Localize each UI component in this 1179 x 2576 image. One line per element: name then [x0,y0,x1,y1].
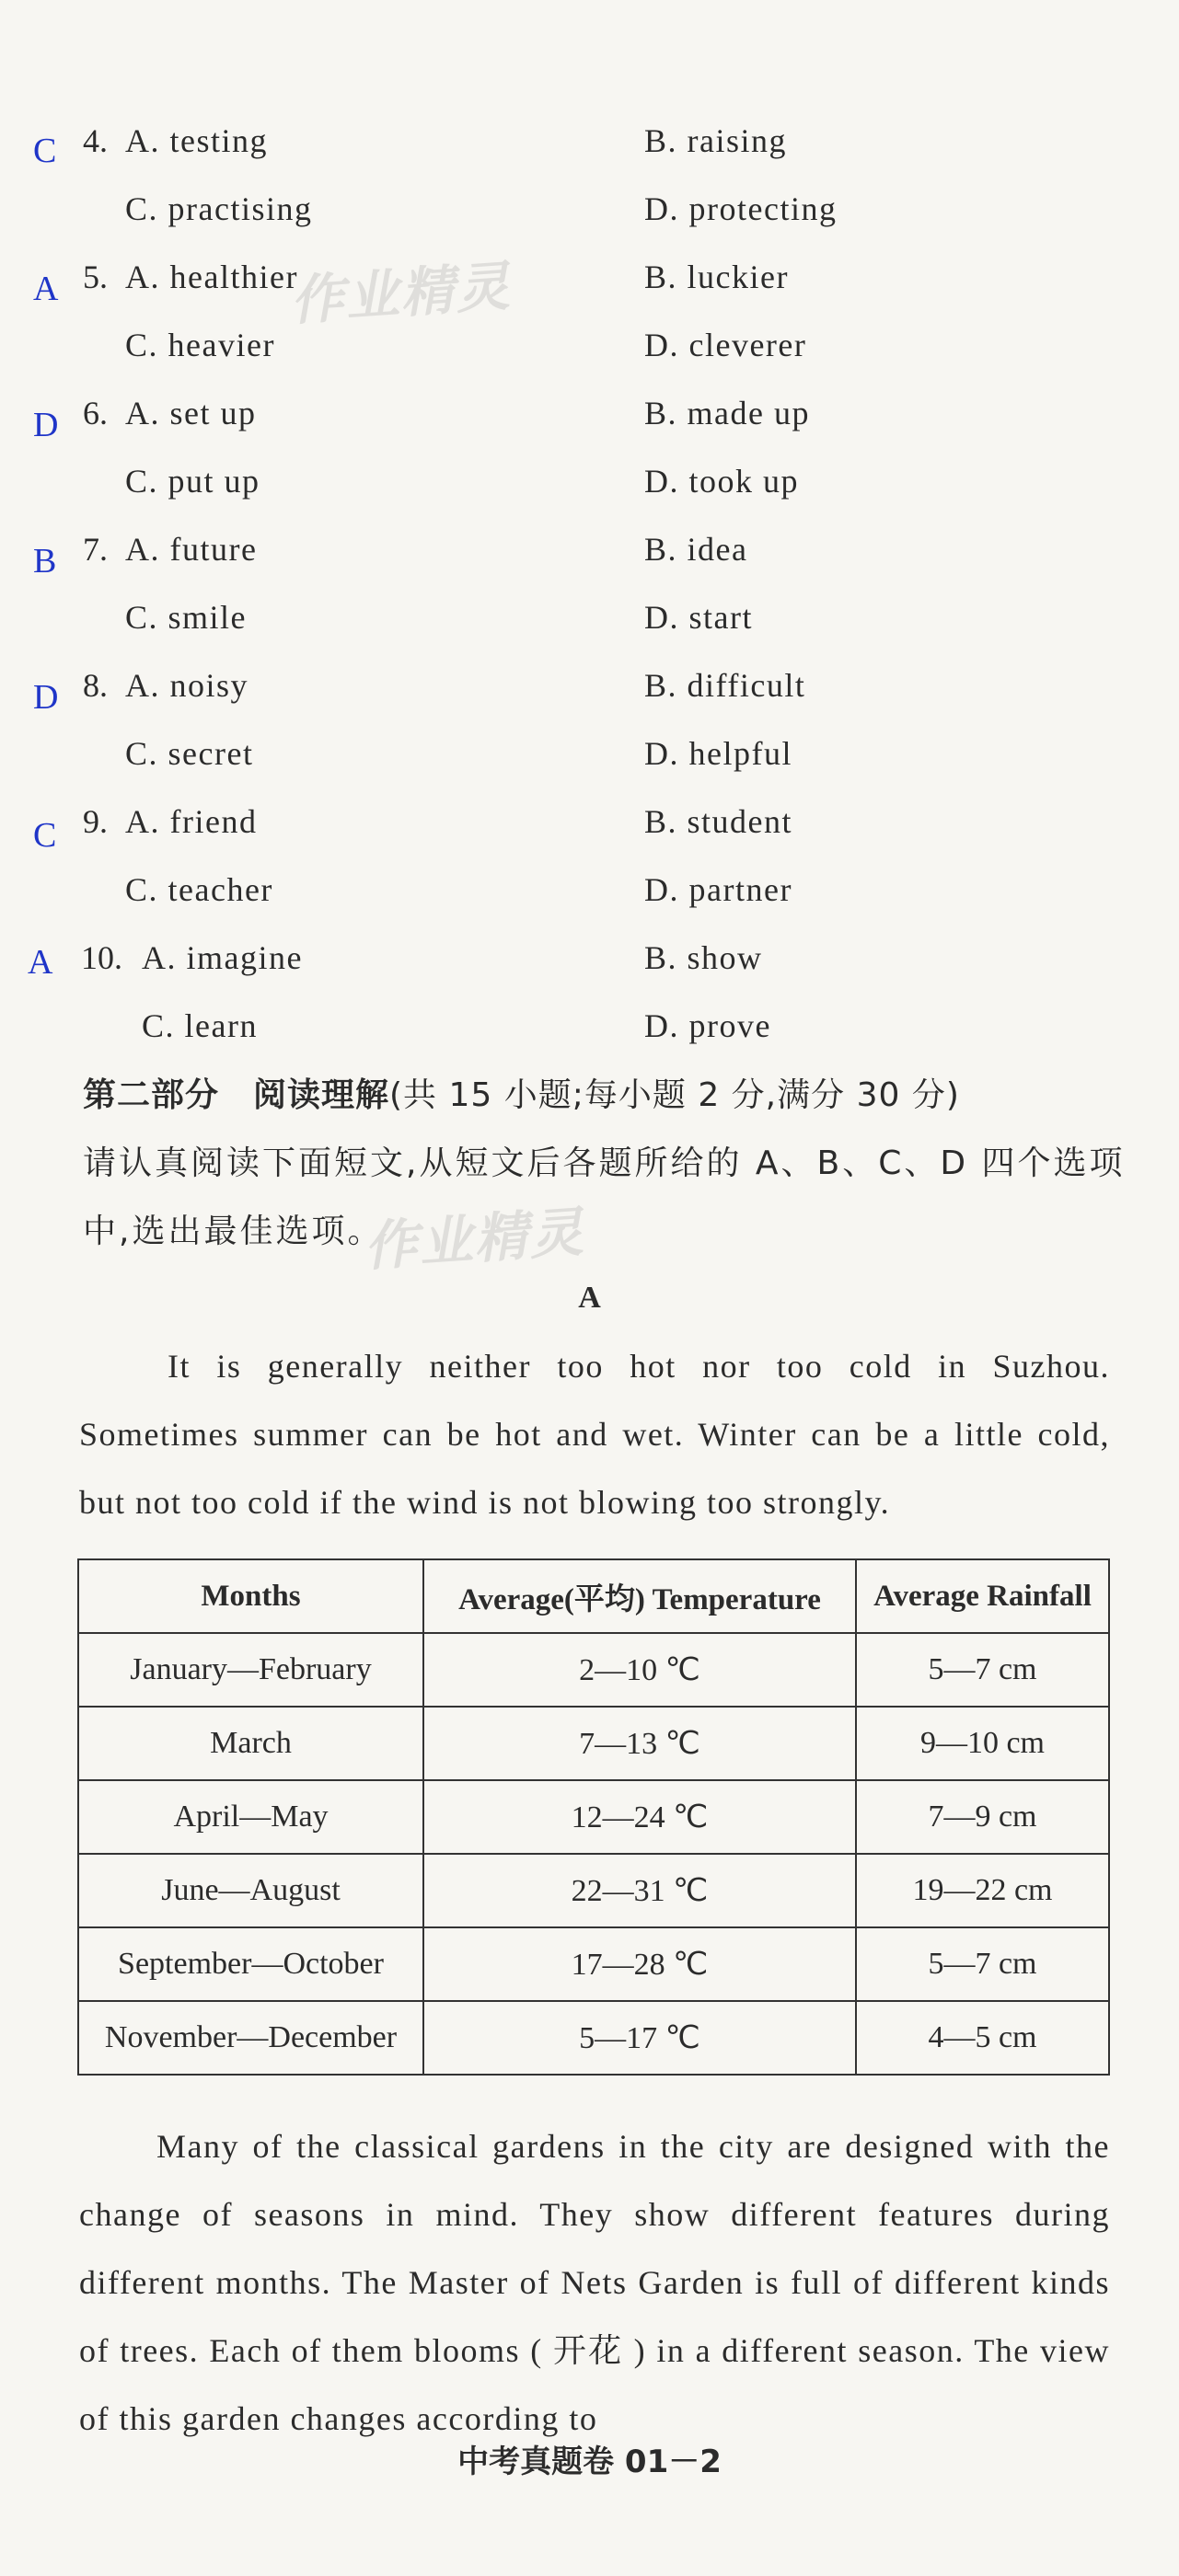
cell-months: June—August [78,1854,423,1927]
cell-rainfall: 9—10 cm [856,1707,1109,1780]
table-row [78,1780,1109,1854]
question-10-cd [0,1003,1179,1071]
option-b: B. made up [644,395,810,431]
instruction-line-2: 中,选出最佳选项。 [83,1213,384,1250]
cell-rainfall: 5—7 cm [856,1927,1109,2001]
option-c: C. put up [125,463,260,500]
table-row [78,1707,1109,1780]
cell-months: April—May [78,1780,423,1854]
option-d: D. protecting [644,190,838,227]
answer-mark: C [33,132,57,170]
cell-temperature: 17—28 ℃ [423,1927,856,2001]
option-d: D. cleverer [644,327,807,363]
cell-months: September—October [78,1927,423,2001]
option-c: C. secret [125,735,254,772]
table-header-row [78,1559,1109,1633]
question-10 [0,935,1179,1003]
option-d: D. prove [644,1007,771,1044]
table-row [78,1633,1109,1707]
option-b: B. raising [644,122,787,159]
section-detail: (共 15 小题;每小题 2 分,满分 30 分) [389,1076,960,1114]
cell-temperature: 2—10 ℃ [423,1633,856,1707]
option-b: B. show [644,939,763,976]
cell-rainfall: 5—7 cm [856,1633,1109,1707]
instruction-line-1: 请认真阅读下面短文,从短文后各题所给的 A、B、C、D 四个选项 [83,1144,1126,1182]
header-months: Months [78,1559,423,1633]
cell-months: January—February [78,1633,423,1707]
cell-rainfall: 19—22 cm [856,1854,1109,1927]
section-title: 第二部分 阅读理解 [83,1076,390,1114]
cell-temperature: 22—31 ℃ [423,1854,856,1927]
header-rainfall: Average Rainfall [856,1559,1109,1633]
question-8-cd [0,730,1179,799]
option-a: A. set up [125,395,257,431]
answer-mark: A [28,943,53,982]
question-9 [0,799,1179,867]
option-b: B. luckier [644,259,789,295]
cell-months: November—December [78,2001,423,2075]
question-5-cd [0,322,1179,390]
passage-paragraph-1: It is generally neither too hot nor too cold in Suzhou. Sometimes summer can be hot and wet. Winter can be a little cold, but not too cold if the wind is not blowing too strongly. [79,1348,1110,1521]
option-a: A. testing [125,122,268,159]
option-b: B. student [644,803,793,840]
answer-mark: D [33,678,59,717]
question-number: 9. [83,803,108,840]
option-d: D. partner [644,871,792,908]
table-row [78,2001,1109,2075]
option-c: C. learn [142,1007,258,1044]
option-b: B. difficult [644,667,806,704]
question-6-cd [0,458,1179,526]
option-c: C. heavier [125,327,275,363]
cell-temperature: 12—24 ℃ [423,1780,856,1854]
cell-temperature: 7—13 ℃ [423,1707,856,1780]
question-number: 7. [83,531,108,568]
cell-temperature: 5—17 ℃ [423,2001,856,2075]
answer-mark: C [33,816,57,855]
option-d: D. start [644,599,753,636]
question-number: 8. [83,667,108,704]
question-5 [0,254,1179,322]
option-c: C. practising [125,190,313,227]
cell-rainfall: 4—5 cm [856,2001,1109,2075]
passage-label: A [578,1281,601,1315]
question-4 [0,118,1179,186]
question-4-cd [0,186,1179,254]
option-c: C. teacher [125,871,273,908]
option-c: C. smile [125,599,248,636]
cell-months: March [78,1707,423,1780]
answer-mark: B [33,542,57,581]
watermark-logo: 作业精灵 [362,1200,587,1279]
answer-mark: A [33,270,59,308]
table-row [78,1927,1109,2001]
answer-mark: D [33,406,59,444]
weather-table [77,1558,1110,2076]
question-7 [0,526,1179,594]
option-d: D. took up [644,463,799,500]
option-a: A. imagine [142,939,303,976]
section-heading [83,1069,960,1116]
cell-rainfall: 7—9 cm [856,1780,1109,1854]
watermark-logo: 作业精灵 [288,254,514,333]
page-footer: 中考真题卷 01－2 [457,2444,722,2480]
question-6 [0,390,1179,458]
question-number: 5. [83,259,108,295]
question-number: 4. [83,122,108,159]
option-a: A. friend [125,803,258,840]
option-a: A. future [125,531,258,568]
table-row [78,1854,1109,1927]
question-number: 6. [83,395,108,431]
question-8 [0,662,1179,730]
option-b: B. idea [644,531,748,568]
option-a: A. noisy [125,667,249,704]
option-d: D. helpful [644,735,792,772]
option-a: A. healthier [125,259,298,295]
question-number: 10. [81,939,122,976]
passage-paragraph-2: Many of the classical gardens in the city are designed with the change of seasons in mind. They show different features during different months. The Master of Nets Garden is full of different kinds of trees. Each of them blooms ( 开花 ) in a different season. The view of this garden changes according to [79,2128,1110,2437]
header-temperature: Average(平均) Temperature [423,1559,856,1633]
question-7-cd [0,594,1179,662]
question-9-cd [0,867,1179,935]
